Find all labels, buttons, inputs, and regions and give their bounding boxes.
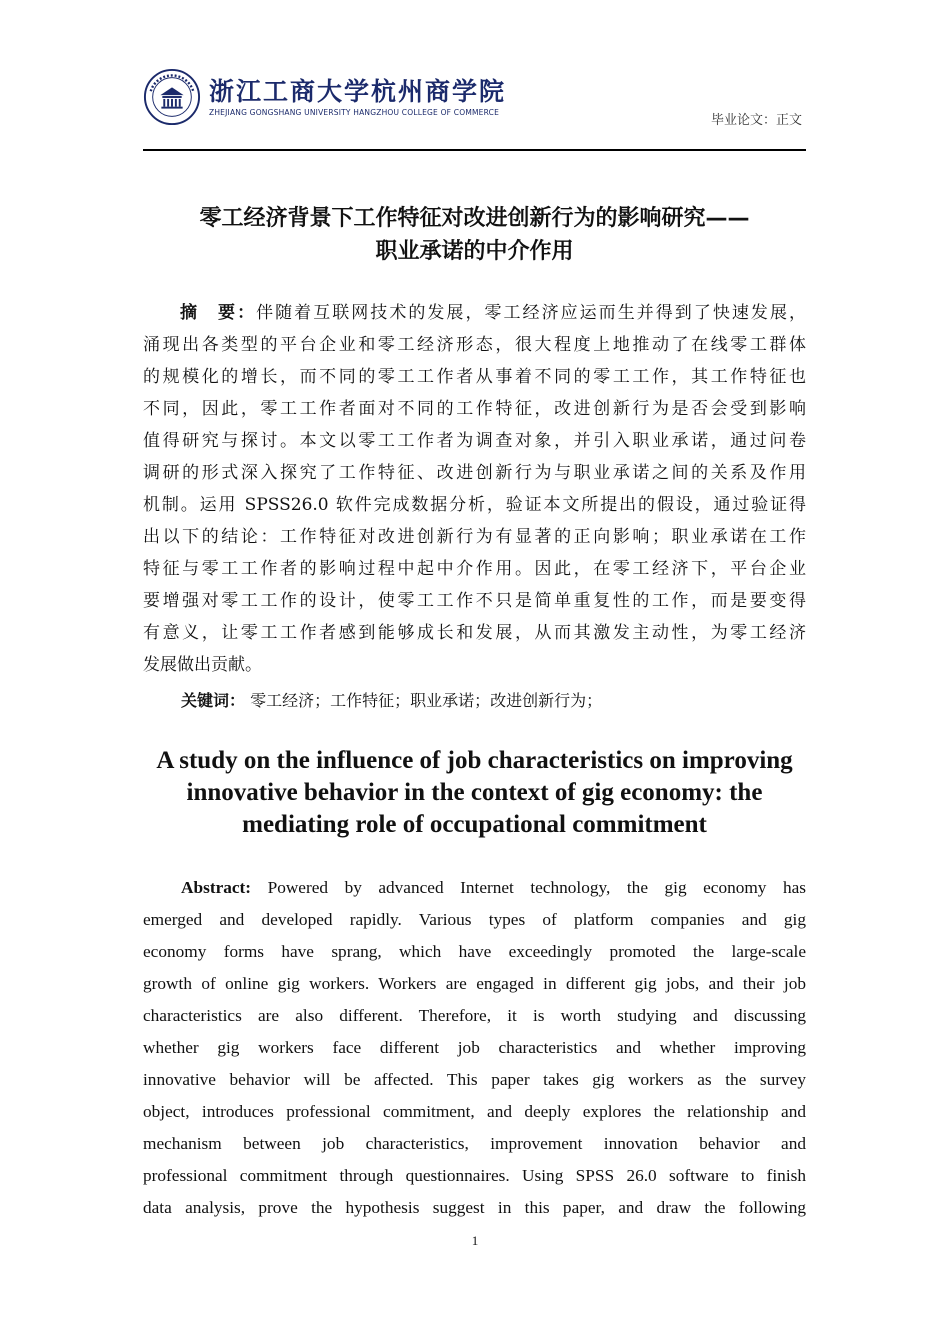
abstract-cn-line: 要增强对零工工作的设计，使零工工作不只是简单重复性的工作，而是要变得 [143, 591, 806, 611]
abstract-en-line: mechanism between job characteristics, improvement innovation behavior and [143, 1134, 806, 1153]
abstract-cn-label: 摘 要： [180, 303, 257, 323]
abstract-cn-line: 调研的形式深入探究了工作特征、改进创新行为与职业承诺之间的关系及作用 [143, 463, 806, 483]
abstract-en-line: emerged and developed rapidly. Various types of platform companies and gig [143, 910, 806, 929]
abstract-cn-line: 不同，因此，零工工作者面对不同的工作特征，改进创新行为是否会受到影响 [143, 399, 806, 419]
keywords-text: 零工经济；工作特征；职业承诺；改进创新行为； [245, 691, 603, 710]
abstract-cn-line: 特征与零工工作者的影响过程中起中介作用。因此，在零工经济下，平台企业 [143, 559, 806, 579]
abstract-cn-line: 机制。运用 SPSS26.0 软件完成数据分析，验证本文所提出的假设，通过验证得 [143, 495, 806, 515]
title-cn-line: 零工经济背景下工作特征对改进创新行为的影响研究—— [199, 206, 750, 231]
abstract-en-line: economy forms have sprang, which have exceedingly promoted the large-scale [143, 942, 806, 961]
section-label: 毕业论文：正文 [710, 113, 802, 128]
abstract-en-line: object, introduces professional commitment, and deeply explores the relationship and [143, 1102, 806, 1121]
title-en-line: A study on the influence of job characteristics on improving [156, 747, 793, 774]
abstract-en-line: whether gig workers face different job characteristics and whether improving [143, 1038, 806, 1057]
abstract-cn-line: 值得研究与探讨。本文以零工工作者为调查对象，并引入职业承诺，通过问卷 [143, 431, 806, 451]
thesis-title-en [143, 745, 806, 841]
abstract-en [143, 872, 806, 1224]
university-logo [143, 66, 506, 128]
institution-name-cn: 浙江工商大学杭州商学院 [209, 76, 507, 106]
institution-name-en: ZHEJIANG GONGSHANG UNIVERSITY HANGZHOU COLLEGE OF COMMERCE [209, 107, 500, 117]
abstract-en-line: characteristics are also different. Therefore, it is worth studying and discussing [143, 1006, 806, 1025]
title-en-line: innovative behavior in the context of gig economy: the [186, 779, 763, 806]
title-en-line: mediating role of occupational commitment [242, 811, 707, 838]
university-seal-icon [143, 68, 201, 126]
abstract-cn-line: 有意义，让零工工作者感到能够成长和发展，从而其激发主动性，为零工经济 [143, 623, 806, 643]
page-number: 1 [471, 1233, 479, 1248]
abstract-en-line: Abstract: Powered by advanced Internet technology, the gig economy has [181, 878, 806, 897]
abstract-cn [143, 297, 806, 681]
thesis-title-cn [143, 202, 806, 268]
abstract-en-line: innovative behavior will be affected. This paper takes gig workers as the survey [143, 1070, 806, 1089]
abstract-cn-line: 摘 要：伴随着互联网技术的发展，零工经济应运而生并得到了快速发展， [180, 303, 806, 323]
abstract-en-line: professional commitment through questionnaires. Using SPSS 26.0 software to finish [143, 1166, 806, 1185]
header-divider [143, 149, 806, 151]
abstract-cn-line: 出以下的结论：工作特征对改进创新行为有显著的正向影响；职业承诺在工作 [143, 527, 806, 547]
abstract-cn-line: 涌现出各类型的平台企业和零工经济形态，很大程度上地推动了在线零工群体 [143, 335, 806, 355]
title-cn-line: 职业承诺的中介作用 [375, 239, 574, 264]
abstract-en-label: Abstract: [181, 878, 252, 897]
page-header [143, 60, 806, 152]
abstract-cn-line: 发展做出贡献。 [143, 655, 262, 675]
abstract-cn-line: 的规模化的增长，而不同的零工工作者从事着不同的零工工作，其工作特征也 [143, 367, 806, 387]
keywords-label: 关键词： [181, 691, 246, 710]
abstract-en-line: growth of online gig workers. Workers are engaged in different gig jobs, and their job [143, 974, 806, 993]
keywords-cn [181, 687, 602, 715]
abstract-en-line: data analysis, prove the hypothesis suggest in this paper, and draw the following [143, 1198, 806, 1217]
